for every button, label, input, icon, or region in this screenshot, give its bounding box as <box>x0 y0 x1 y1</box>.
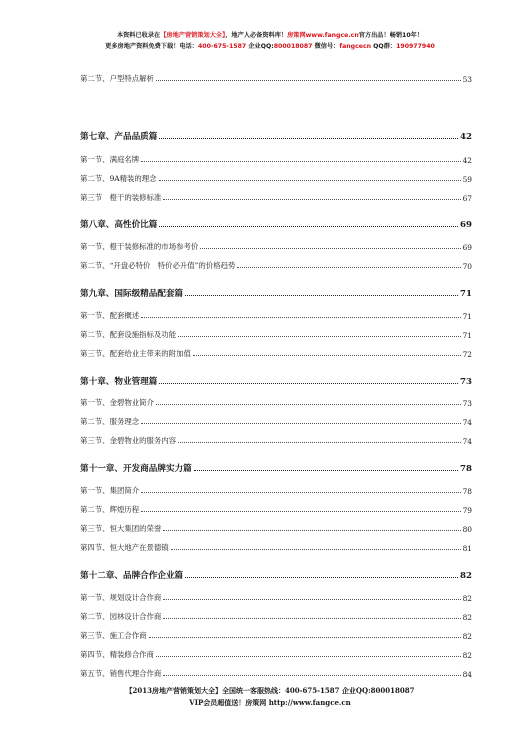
toc-section-entry[interactable] <box>80 668 472 679</box>
banner-line-2 <box>60 41 480 52</box>
toc-leader-dots <box>159 383 458 384</box>
toc-chapter-entry[interactable] <box>80 462 472 474</box>
banner-text: 官方出品！畅销10年！ <box>358 32 424 39</box>
toc-entry-title: 第一节、集团简介 <box>80 486 140 495</box>
toc-leader-dots <box>141 317 460 318</box>
toc-section-entry[interactable] <box>80 73 472 84</box>
toc-page-number: 42 <box>460 132 472 142</box>
toc-page-number: 82 <box>462 594 472 603</box>
toc-leader-dots <box>156 656 461 657</box>
toc-entry-title: 第一节、配套概述 <box>80 311 140 320</box>
toc-section-entry[interactable] <box>80 485 472 496</box>
banner-text: 本资料已收录在 <box>116 32 161 39</box>
banner-text: QQ群： <box>371 43 397 50</box>
toc-section-entry[interactable] <box>80 611 472 622</box>
toc-page-number: 73 <box>460 377 472 387</box>
toc-entry-title: 第七章、产品品质篇 <box>80 132 158 142</box>
banner-line-1 <box>60 30 480 41</box>
toc-entry-title: 第四节、精装修合作商 <box>80 650 154 659</box>
header-banner <box>60 30 480 52</box>
footer-line-1: 【2013房地产营销策划大全】全国统一客服热线：400-675-1587 企业QQ:800018087 <box>125 686 415 695</box>
toc-section-entry[interactable] <box>80 416 472 427</box>
toc-section-entry[interactable] <box>80 592 472 603</box>
toc-page-number: 78 <box>460 464 472 474</box>
toc-entry-title: 第四节、恒大地产在景德镇 <box>80 543 169 552</box>
toc-entry-title: 第二节、户型特点解析 <box>80 74 154 83</box>
toc-entry-title: 第二节、配套设施指标及功能 <box>80 330 177 339</box>
toc-page-number: 69 <box>462 243 472 252</box>
toc-page-number: 72 <box>462 350 472 359</box>
toc-entry-title: 第二节、“开盘必特价 特价必升值”的价格趋势 <box>80 261 236 270</box>
banner-wechat: fangcecn <box>339 43 372 50</box>
toc-section-entry[interactable] <box>80 504 472 515</box>
toc-leader-dots <box>193 355 461 356</box>
toc-leader-dots <box>185 295 458 296</box>
toc-chapter-entry[interactable] <box>80 569 472 581</box>
toc-chapter-entry[interactable] <box>80 287 472 299</box>
banner-link[interactable]: 房策网www.fangce.cn <box>287 32 359 39</box>
toc-page-number: 82 <box>462 632 472 641</box>
toc-page-number: 82 <box>460 571 472 581</box>
toc-entry-title: 第一节、满庭名牌 <box>80 155 140 164</box>
banner-text: 更多房地产资料免费下载！电话： <box>105 43 198 50</box>
banner-phone: 400-675-1587 <box>197 43 247 50</box>
toc-page-number: 80 <box>462 525 472 534</box>
toc-page-number: 59 <box>462 175 472 184</box>
toc-leader-dots <box>163 675 460 676</box>
toc-page-number: 70 <box>462 262 472 271</box>
toc-section-entry[interactable] <box>80 260 472 271</box>
toc-leader-dots <box>141 423 460 424</box>
toc-leader-dots <box>159 138 458 139</box>
toc-leader-dots <box>163 530 460 531</box>
banner-qq: 800018087 <box>273 43 313 50</box>
toc-entry-title: 第十章、物业管理篇 <box>80 377 158 387</box>
toc-page-number: 78 <box>462 487 472 496</box>
toc-leader-dots <box>171 549 461 550</box>
toc-section-entry[interactable] <box>80 348 472 359</box>
toc-section-entry[interactable] <box>80 329 472 340</box>
banner-text: ，地产人必备资料库！ <box>225 32 288 39</box>
toc-section-entry[interactable] <box>80 649 472 660</box>
toc-section-entry[interactable] <box>80 173 472 184</box>
toc-leader-dots <box>159 180 461 181</box>
toc-section-entry[interactable] <box>80 435 472 446</box>
toc-leader-dots <box>156 404 461 405</box>
toc-entry-title: 第二节、9A精装的理念 <box>80 174 157 183</box>
toc-page-number: 73 <box>462 399 472 408</box>
toc-page-number: 71 <box>460 289 472 299</box>
toc-page-number: 74 <box>462 437 472 446</box>
toc-leader-dots <box>159 226 458 227</box>
toc-page-number: 82 <box>462 651 472 660</box>
toc-section-entry[interactable] <box>80 542 472 553</box>
toc-entry-title: 第三节、金碧物业的服务内容 <box>80 436 177 445</box>
banner-text: 企业QQ: <box>246 43 274 50</box>
toc-leader-dots <box>178 442 461 443</box>
toc-leader-dots <box>178 336 461 337</box>
toc-leader-dots <box>185 577 458 578</box>
toc-section-entry[interactable] <box>80 630 472 641</box>
toc-leader-dots <box>156 80 461 81</box>
toc-section-entry[interactable] <box>80 397 472 408</box>
toc-entry-title: 第三节、施工合作商 <box>80 631 147 640</box>
toc-entry-title: 第一节、金碧物业简介 <box>80 398 154 407</box>
toc-entry-title: 第十一章、开发商品牌实力篇 <box>80 464 192 474</box>
toc-leader-dots <box>141 492 460 493</box>
toc-page-number: 69 <box>460 220 472 230</box>
toc-entry-title: 第九章、国际级精品配套篇 <box>80 289 184 299</box>
toc-page-number: 84 <box>462 670 472 679</box>
toc-section-entry[interactable] <box>80 523 472 534</box>
toc-entry-title: 第三节、配套给业主带来的附加值 <box>80 349 191 358</box>
toc-leader-dots <box>194 470 458 471</box>
toc-leader-dots <box>237 267 460 268</box>
toc-chapter-entry[interactable] <box>80 375 472 387</box>
banner-qq-group: 190977940 <box>396 43 435 50</box>
toc-entry-title: 第二节、服务理念 <box>80 417 140 426</box>
toc-page-number: 71 <box>462 312 472 321</box>
banner-highlight: 【房地产营销策划大全】 <box>160 32 226 39</box>
toc-entry-title: 第三节 橙干的装修标准 <box>80 193 162 202</box>
toc-leader-dots <box>163 199 460 200</box>
footer-line-2: VIP会员超值送！房策网 http://www.fangce.cn <box>189 698 351 707</box>
toc-leader-dots <box>200 248 460 249</box>
toc-page-number: 67 <box>462 194 472 203</box>
toc-leader-dots <box>141 511 460 512</box>
toc-entry-title: 第八章、高性价比篇 <box>80 220 158 230</box>
toc-chapter-entry[interactable] <box>80 130 472 142</box>
toc-section-entry[interactable] <box>80 192 472 203</box>
toc-page-number: 81 <box>462 544 472 553</box>
toc-page-number: 74 <box>462 418 472 427</box>
toc-entry-title: 第一节、规划设计合作商 <box>80 593 162 602</box>
toc-entry-title: 第二节、辉煌历程 <box>80 505 140 514</box>
toc-page-number: 82 <box>462 613 472 622</box>
banner-text: 微信号： <box>312 43 340 50</box>
toc-entry-title: 第一节、橙干装修标准的市场参考价 <box>80 242 199 251</box>
toc-page-number: 53 <box>462 75 472 84</box>
toc-section-entry[interactable] <box>80 310 472 321</box>
toc-entry-title: 第十二章、品牌合作企业篇 <box>80 571 184 581</box>
toc-entry-title: 第二节、园林设计合作商 <box>80 612 162 621</box>
toc-leader-dots <box>141 161 460 162</box>
toc-entry-title: 第三节、恒大集团的荣誉 <box>80 524 162 533</box>
toc-page-number: 42 <box>462 156 472 165</box>
page-footer <box>100 685 440 709</box>
toc-chapter-entry[interactable] <box>80 218 472 230</box>
toc-entry-title: 第五节、销售代理合作商 <box>80 669 162 678</box>
toc-page-number: 71 <box>462 331 472 340</box>
toc-leader-dots <box>163 599 460 600</box>
toc-leader-dots <box>163 618 460 619</box>
toc-page-number: 79 <box>462 506 472 515</box>
toc-section-entry[interactable] <box>80 241 472 252</box>
toc-section-entry[interactable] <box>80 154 472 165</box>
toc-leader-dots <box>149 637 461 638</box>
